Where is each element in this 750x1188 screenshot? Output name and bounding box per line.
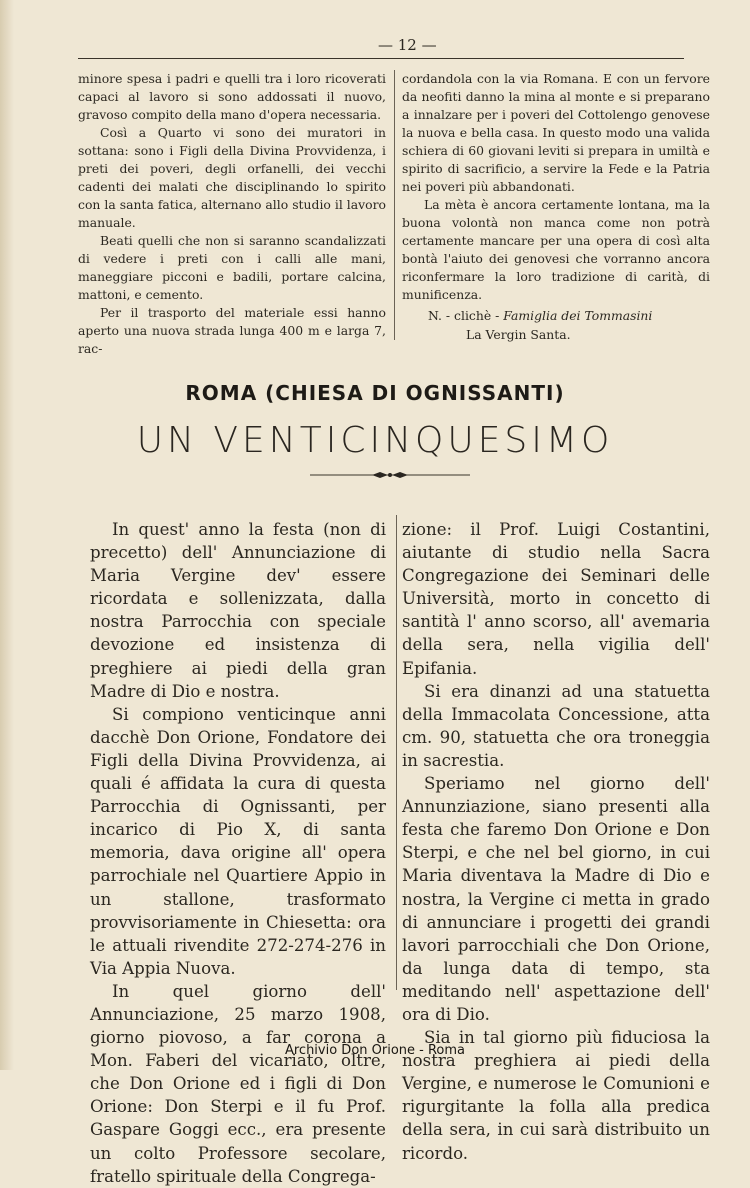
bottom-left-column	[90, 518, 386, 1188]
paragraph: Speriamo nel giorno dell' Annunziazione, siano presenti alla festa che faremo Don Orione e Don Sterpi, e che nel bel giorno, in cui Maria diventava la Madre di Dio e nostra, la Vergine ci metta in grado di annunciare i progetti dei grandi lavori parrocchiali che Don Orione, da lunga data di tempo, sta meditando nell' aspettazione dell' ora di Dio.	[402, 774, 710, 1024]
header-rule	[78, 58, 684, 59]
caption-credit: Famiglia dei Tommasini	[503, 308, 653, 323]
paragraph: zione: il Prof. Luigi Costantini, aiutante di studio nella Sacra Congregazione dei Seminari delle Università, morto in concetto di santità l' anno scorso, all' avemaria della sera, nella vigilia dell' Epifania.	[402, 520, 710, 678]
paragraph: Così a Quarto vi sono dei muratori in sottana: sono i Figli della Divina Provvidenza, i preti dei poveri, degli orfanelli, dei vecchi cadenti dei malati che disciplinando lo spirito con la santa fatica, alternano allo studio il lavoro manuale.	[78, 125, 386, 230]
page-number: — 12 —	[378, 36, 437, 54]
paragraph: Sia in tal giorno più fiduciosa la nostra preghiera ai piedi della Vergine, e numerose le Comunioni e rigurgitante la folla alla predica della sera, in cui sarà distribuito un ricordo.	[402, 1028, 710, 1163]
paragraph: Beati quelli che non si saranno scandalizzati di vedere i preti con i calli alle mani, maneggiare picconi e badili, portare calcina, mattoni, e cemento.	[78, 233, 386, 302]
paragraph: In quest' anno la festa (non di precetto) dell' Annunciazione di Maria Vergine dev' essere ricordata e sollenizzata, dalla nostra Parrocchia con speciale devozione ed insistenza di preghiere ai piedi della gran Madre di Dio e nostra.	[90, 520, 386, 701]
top-right-column	[402, 70, 710, 304]
paragraph: In quel giorno dell' Annunciazione, 25 marzo 1908, giorno piovoso, a far corona a Mon. Faberi del vicariato, oltre, che Don Orione ed i figli di Don Orione: Don Sterpi e il fu Prof. Gaspare Goggi ecc., era presente un colto Professore secolare, fratello spirituale della Congrega-	[90, 981, 386, 1186]
ornament-divider-icon	[310, 470, 470, 480]
paragraph: minore spesa i padri e quelli tra i loro ricoverati capaci al lavoro si sono addossati il nuovo, gravoso compito della mano d'opera necessaria.	[78, 71, 386, 122]
photo-caption	[428, 306, 652, 344]
paragraph: La mèta è ancora certamente lontana, ma la buona volontà non manca come non potrà certamente mancare per una opera di così alta bontà l'aiuto dei genovesi che vorranno ancora riconfermare la loro tradizione di carità, di munificenza.	[402, 197, 710, 302]
column-divider	[396, 515, 397, 990]
archive-footer: Archivio Don Orione - Roma	[284, 1043, 466, 1058]
article-title: ROMA (CHIESA DI OGNISSANTI)	[185, 381, 565, 405]
paragraph: cordandola con la via Romana. E con un fervore da neofiti danno la mina al monte e si preparano a innalzare per i poveri del Cottolengo genovese la nuova e bella casa. In questo modo una valida schiera di 60 giovani leviti si prepara in umiltà e spirito di sacrificio, a servire la Fede e la Patria nei poveri più abbandonati.	[402, 71, 710, 194]
paragraph: Si era dinanzi ad una statuetta della Immacolata Concessione, atta cm. 90, statuetta che ora troneggia in sacrestia.	[402, 681, 710, 770]
bottom-right-column	[402, 518, 710, 1165]
paragraph: Si compiono venticinque anni dacchè Don Orione, Fondatore dei Figli della Divina Provvidenza, ai quali é affidata la cura di questa Parrocchia di Ognissanti, per incarico di Pio X, di santa memoria, dava origine all' opera parrochiale nel Quartiere Appio in un stallone, trasformato provvisoriamente in Chiesetta: ora le attuali rivendite 272-274-276 in Via Appia Nuova.	[90, 704, 386, 978]
page-edge	[0, 0, 14, 1070]
caption-subject: La Vergin Santa.	[466, 327, 571, 342]
column-divider	[394, 70, 395, 340]
paragraph: Per il trasporto del materiale essi hanno aperto una nuova strada lunga 400 m e larga 7, rac-	[78, 305, 386, 356]
article-subtitle: UN VENTICINQUESIMO	[136, 420, 614, 461]
caption-prefix: N. - clichè -	[428, 308, 504, 323]
top-left-column	[78, 70, 386, 358]
